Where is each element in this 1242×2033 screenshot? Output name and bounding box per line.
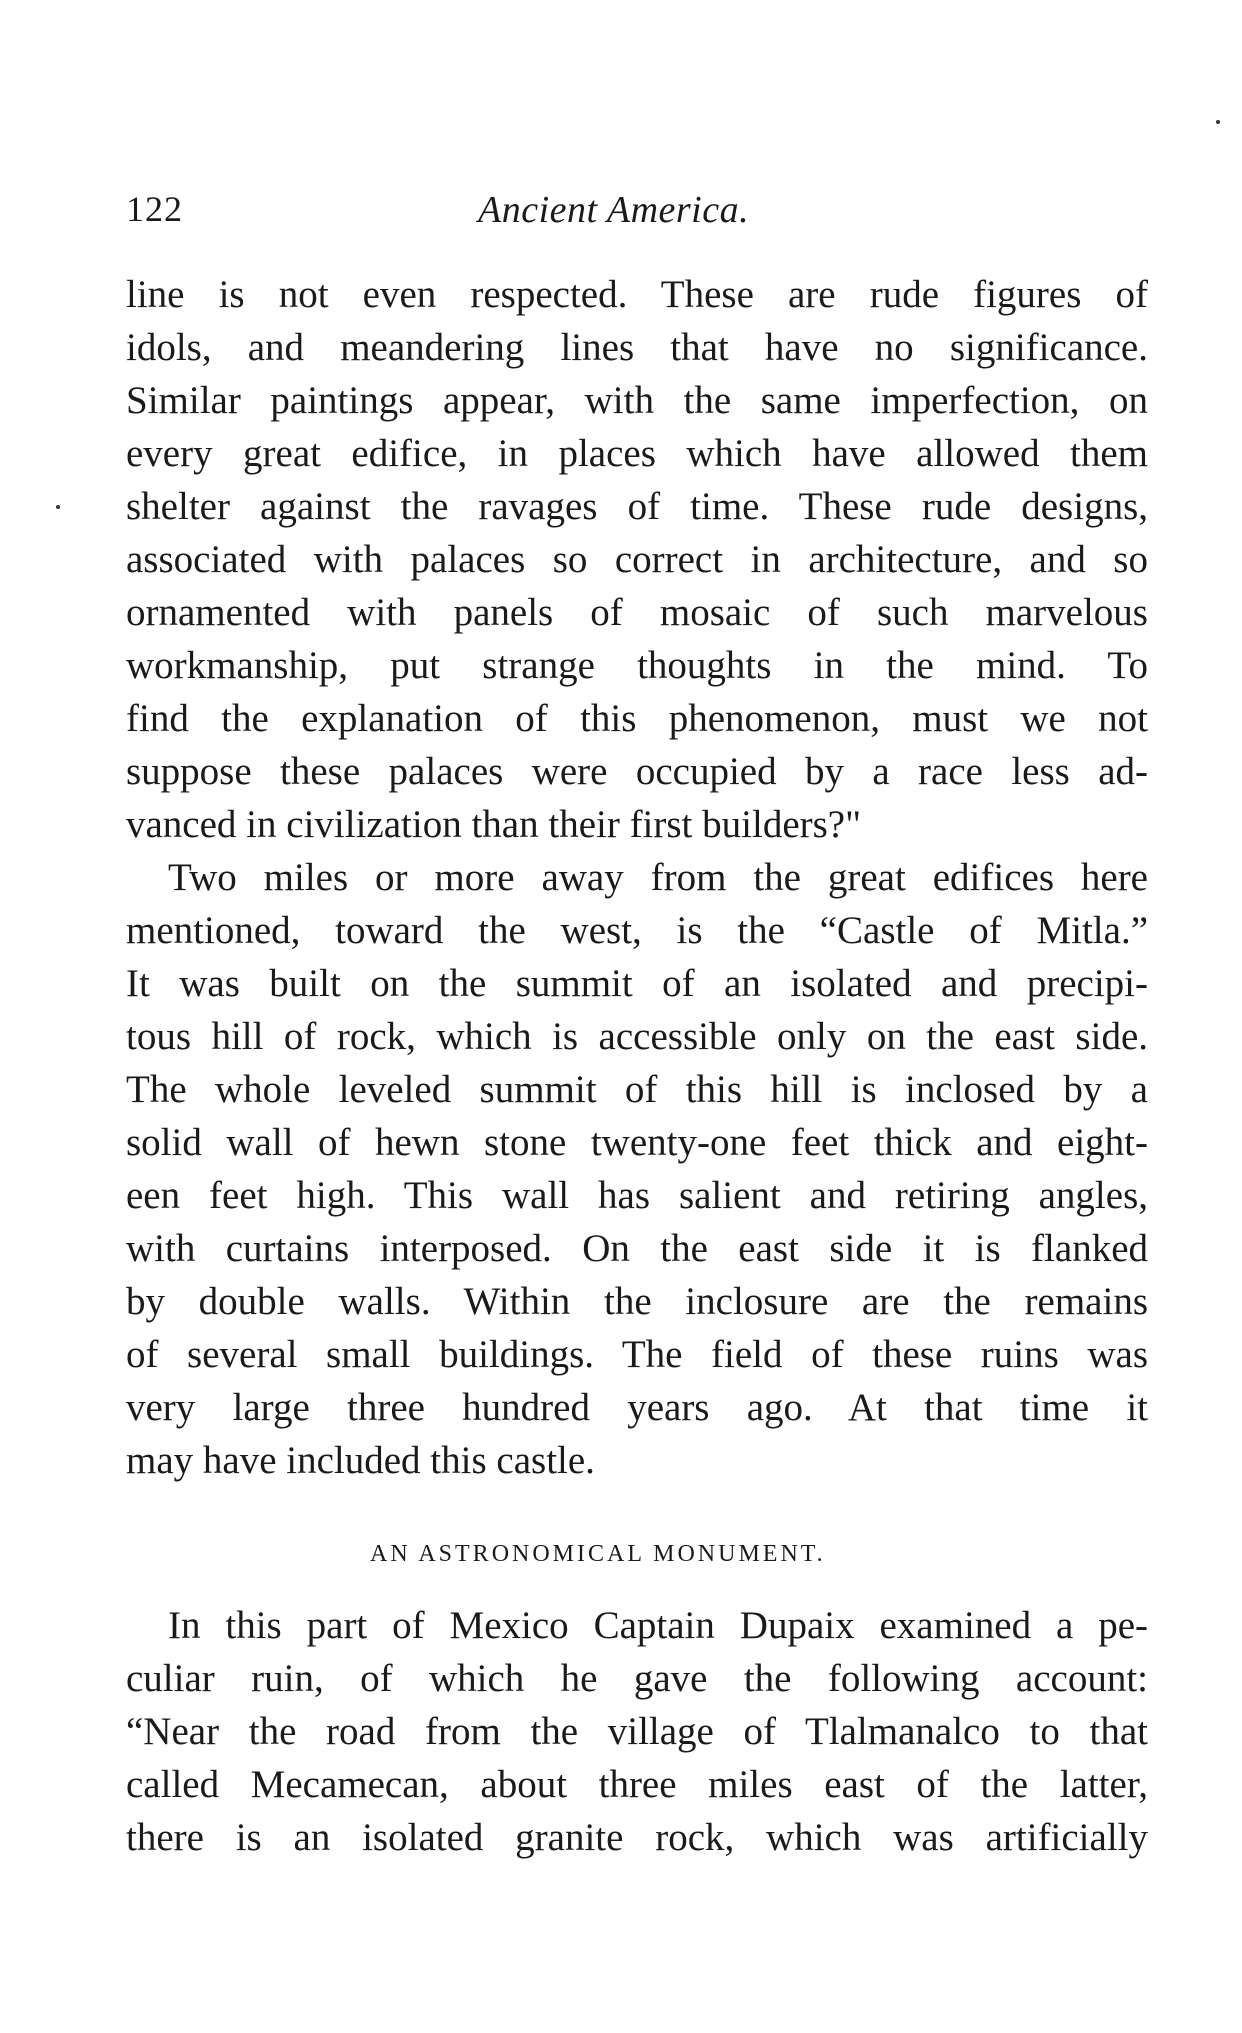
- body-line: Two miles or more away from the great edifices here: [168, 856, 1148, 899]
- body-line: by double walls. Within the inclosure are the remains: [126, 1280, 1148, 1323]
- body-line: In this part of Mexico Captain Dupaix examined a pe-: [168, 1604, 1148, 1647]
- body-line: solid wall of hewn stone twenty-one feet thick and eight-: [126, 1121, 1148, 1164]
- body-line: line is not even respected. These are rude figures of: [126, 273, 1148, 316]
- running-title: Ancient America.: [478, 189, 750, 231]
- body-line: The whole leveled summit of this hill is inclosed by a: [126, 1068, 1148, 1111]
- page-number: 122: [126, 189, 183, 229]
- body-line: een feet high. This wall has salient and retiring angles,: [126, 1174, 1148, 1217]
- section-heading: AN ASTRONOMICAL MONUMENT.: [370, 1541, 826, 1567]
- body-line: idols, and meandering lines that have no significance.: [126, 326, 1148, 369]
- body-line: shelter against the ravages of time. These rude designs,: [126, 485, 1148, 528]
- page-header: [126, 188, 1148, 248]
- body-line: called Mecamecan, about three miles east of the latter,: [126, 1763, 1148, 1806]
- body-line: “Near the road from the village of Tlalmanalco to that: [126, 1710, 1148, 1753]
- body-line: mentioned, toward the west, is the “Castle of Mitla.”: [126, 909, 1148, 952]
- scan-speck: [56, 505, 60, 509]
- body-line: find the explanation of this phenomenon, must we not: [126, 697, 1148, 740]
- body-line: every great edifice, in places which have allowed them: [126, 432, 1148, 475]
- body-line: ornamented with panels of mosaic of such marvelous: [126, 591, 1148, 634]
- body-line: suppose these palaces were occupied by a race less ad-: [126, 750, 1148, 793]
- scan-speck: [1216, 120, 1220, 124]
- body-line: workmanship, put strange thoughts in the mind. To: [126, 644, 1148, 687]
- body-line: culiar ruin, of which he gave the following account:: [126, 1657, 1148, 1700]
- body-line: tous hill of rock, which is accessible only on the east side.: [126, 1015, 1148, 1058]
- body-line: very large three hundred years ago. At that time it: [126, 1386, 1148, 1429]
- body-line: vanced in civilization than their first builders?": [126, 803, 862, 846]
- body-line: Similar paintings appear, with the same imperfection, on: [126, 379, 1148, 422]
- body-line: It was built on the summit of an isolated and precipi-: [126, 962, 1148, 1005]
- body-line: may have included this castle.: [126, 1439, 595, 1482]
- body-line: associated with palaces so correct in architecture, and so: [126, 538, 1148, 581]
- body-line: with curtains interposed. On the east side it is flanked: [126, 1227, 1148, 1270]
- body-line: of several small buildings. The field of these ruins was: [126, 1333, 1148, 1376]
- body-line: there is an isolated granite rock, which was artificially: [126, 1816, 1148, 1859]
